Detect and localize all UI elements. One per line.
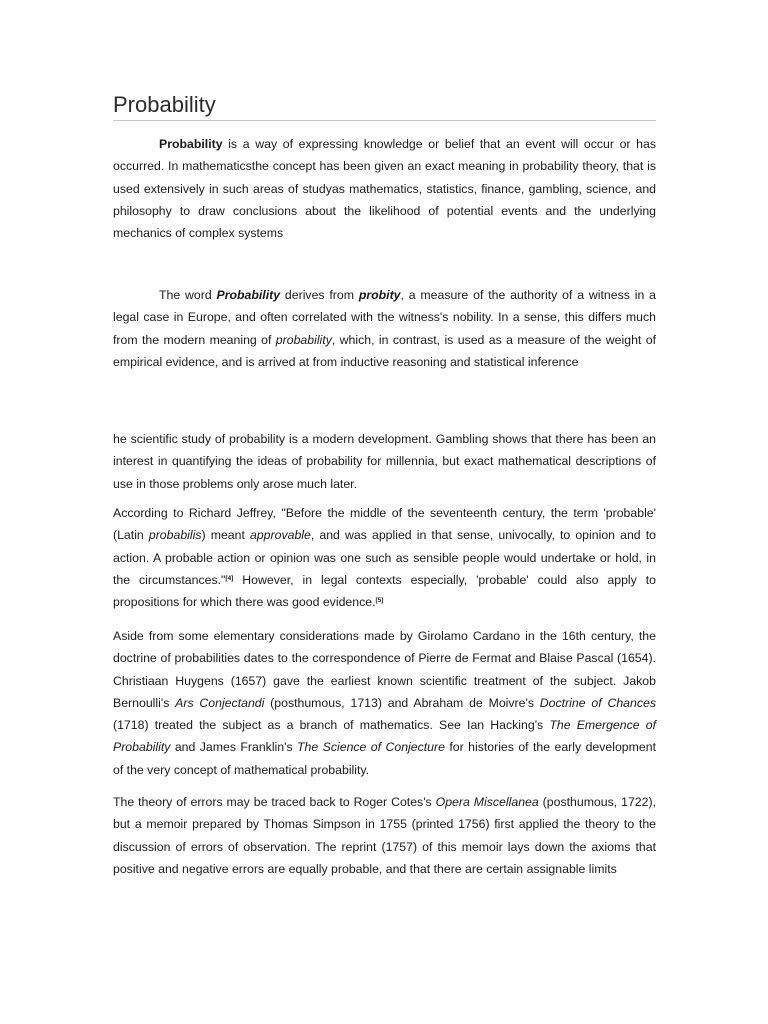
- paragraph-theory-of-errors: [113, 791, 656, 880]
- paragraph-text: derives from: [280, 288, 359, 302]
- page-title: Probability: [113, 90, 656, 121]
- paragraph-text: for histories of the early development of the very concept of mathematical probability.: [113, 740, 656, 777]
- paragraph-text: The word: [159, 288, 217, 302]
- paragraph-origins: [113, 625, 656, 781]
- paragraph-text: Aside from some elementary considerations made by Girolamo Cardano in the 16th century, the doctrine of probabilities dates to the correspondence of Pierre de Fermat and Blaise Pascal (1654). Christiaan Huygens (1657) gave the earliest known scientific treatment of the subject. Jakob Bernoulli's: [113, 629, 656, 710]
- paragraph-text: , which, in contrast, is used as a measure of the weight of empirical evidence, and is arrived at from inductive reasoning and statistical inference: [113, 332, 656, 369]
- italic-title: Doctrine of Chances: [539, 695, 656, 710]
- citation-link[interactable]: [4]: [225, 574, 234, 582]
- paragraph-etymology: [113, 284, 656, 373]
- paragraph-definition: [113, 133, 656, 244]
- italic-title: Ars Conjectandi: [175, 695, 265, 710]
- paragraph-text: , a measure of the authority of a witness in a legal case in Europe, and often correlated with the witness's nobility. In a sense, this differs much from the modern meaning of: [113, 288, 656, 347]
- paragraph-jeffrey: [113, 502, 656, 613]
- italic-title: The Science of Conjecture: [297, 740, 445, 755]
- paragraph-text: is a way of expressing knowledge or belief that an event will occur or has occurred. In mathematicsthe concept has been given an exact meaning in probability theory, that is used extensively in such areas of studyas mathematics, statistics, finance, gambling, science, and philosophy to draw conclusions about the likelihood of potential events and the underlying mechanics of complex systems: [113, 137, 656, 241]
- paragraph-text: (posthumous, 1722), but a memoir prepared by Thomas Simpson in 1755 (printed 1756) first applied the theory to the discussion of errors of observation. The reprint (1757) of this memoir lays down the axioms that positive and negative errors are equally probable, and that there are certain assignable limits: [113, 795, 656, 876]
- italic-term: probabilis: [148, 528, 202, 543]
- paragraph-text: (1718) treated the subject as a branch of mathematics. See Ian Hacking's: [113, 718, 550, 733]
- bold-italic-term: Probability: [216, 288, 281, 302]
- paragraph-text: However, in legal contexts especially, 'probable' could also apply to propositions for which there was good evidence.: [113, 572, 656, 610]
- paragraph-text: , and was applied in that sense, univocally, to opinion and to action. A probable action or opinion was one such as sensible people would undertake or hold, in the circumstances.": [113, 528, 656, 587]
- paragraph-history-intro: he scientific study of probability is a modern development. Gambling shows that there has been an interest in quantifying the ideas of probability for millennia, but exact mathematical descriptions of use in those problems only arose much later.: [113, 432, 656, 491]
- bold-italic-term: probity: [358, 288, 401, 302]
- italic-title: Opera Miscellanea: [435, 795, 539, 809]
- paragraph-text: (posthumous, 1713) and Abraham de Moivre's: [264, 695, 540, 710]
- paragraph-text: ) meant: [201, 528, 250, 543]
- paragraph-text: and James Franklin's: [170, 740, 298, 755]
- paragraph-text: According to Richard Jeffrey, "Before the middle of the seventeenth century, the term 'probable' (Latin: [113, 506, 656, 543]
- citation-link[interactable]: [5]: [375, 597, 384, 605]
- bold-term: Probability: [159, 137, 223, 151]
- paragraph-text: The theory of errors may be traced back to Roger Cotes's: [113, 795, 436, 809]
- italic-title: The Emergence of Probability: [113, 718, 656, 755]
- italic-term: probability: [275, 332, 332, 347]
- italic-term: approvable: [250, 528, 311, 543]
